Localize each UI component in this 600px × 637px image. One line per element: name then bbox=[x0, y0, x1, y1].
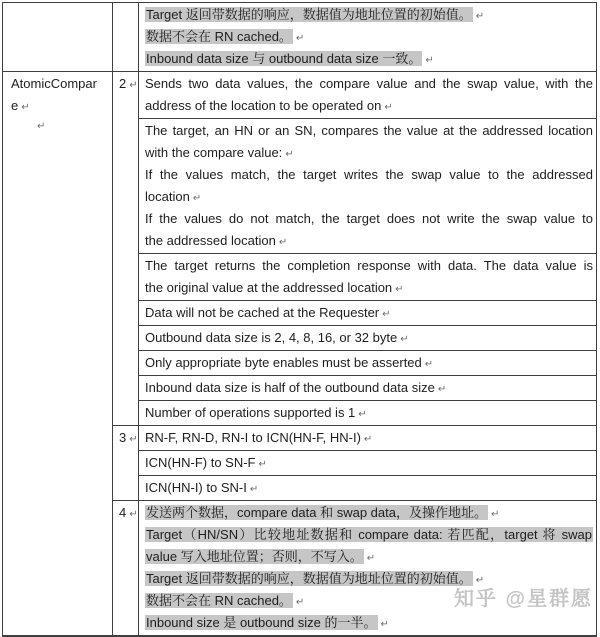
block-rows bbox=[139, 72, 596, 425]
table-row bbox=[139, 501, 596, 635]
pilcrow-mark: ↵ bbox=[384, 102, 393, 113]
highlighted-text: value 写入地址位置；否则，不写入。 bbox=[146, 549, 363, 564]
pilcrow-mark: ↵ bbox=[129, 80, 138, 91]
highlighted-text: Inbound size 是 outbound size 的一半。 bbox=[146, 615, 377, 630]
text-line bbox=[145, 48, 593, 70]
item-number: 3 ↵ bbox=[119, 430, 138, 445]
block-rows bbox=[139, 426, 596, 500]
operation-name-text-wrap: e ↵ bbox=[11, 98, 30, 113]
pilcrow-mark: ↵ bbox=[295, 33, 305, 44]
pilcrow-mark: ↵ bbox=[366, 553, 376, 564]
table-row bbox=[139, 400, 596, 425]
highlighted-text: Inbound data size 与 outbound data size 一致。 bbox=[146, 51, 422, 66]
table-row bbox=[139, 450, 596, 475]
pilcrow-mark: ↵ bbox=[424, 359, 434, 370]
highlighted-text: Target 返回带数据的响应，数据值为地址位置的初始值。 bbox=[146, 7, 472, 22]
highlighted-text: 数据不会在 RN cached。 bbox=[146, 593, 292, 608]
item-number-cell bbox=[113, 501, 139, 635]
pilcrow-mark: ↵ bbox=[380, 619, 389, 630]
text-line: with the compare value: ↵ bbox=[145, 145, 294, 160]
text-line: Sends two data values, the compare value and the swap value, with the bbox=[145, 76, 593, 91]
highlighted-text: 数据不会在 RN cached。 bbox=[146, 29, 292, 44]
pilcrow-mark: ↵ bbox=[437, 384, 447, 395]
text-line bbox=[145, 546, 593, 568]
text-line: Number of operations supported is 1 ↵ bbox=[145, 405, 367, 420]
text-line: address of the location to be operated on ↵ bbox=[145, 98, 393, 113]
pilcrow-mark: ↵ bbox=[400, 334, 409, 345]
item-number-cell bbox=[113, 426, 139, 500]
text-line bbox=[145, 524, 593, 546]
block-rows bbox=[139, 501, 596, 635]
numbered-block-3 bbox=[113, 425, 596, 500]
text-line: The target returns the completion response with data. The data value is bbox=[145, 258, 593, 273]
table-row bbox=[139, 118, 596, 253]
pilcrow-mark: ↵ bbox=[129, 434, 138, 445]
text-line bbox=[145, 502, 593, 524]
table-row bbox=[139, 72, 596, 118]
pilcrow-mark: ↵ bbox=[475, 575, 485, 586]
numbered-block-2 bbox=[113, 72, 596, 425]
description-blocks bbox=[113, 72, 596, 635]
item-number-cell-empty bbox=[113, 3, 139, 71]
pilcrow-mark: ↵ bbox=[475, 11, 485, 22]
table-row bbox=[139, 350, 596, 375]
item-number-cell bbox=[113, 72, 139, 425]
text-line: If the values do not match, the target does not write the swap value to bbox=[145, 211, 593, 226]
item-number: 2 ↵ bbox=[119, 76, 138, 91]
pilcrow-mark: ↵ bbox=[192, 193, 202, 204]
pilcrow-mark: ↵ bbox=[382, 309, 391, 320]
text-line: ICN(HN-F) to SN-F ↵ bbox=[145, 455, 267, 470]
table-row bbox=[139, 375, 596, 400]
description-cell bbox=[139, 3, 596, 71]
table-row bbox=[139, 475, 596, 500]
table-row bbox=[139, 325, 596, 350]
pilcrow-mark: ↵ bbox=[395, 284, 404, 295]
pilcrow-mark: ↵ bbox=[278, 237, 288, 248]
operation-name-cell bbox=[3, 72, 113, 635]
text-line: Outbound data size is 2, 4, 8, 16, or 32 byte ↵ bbox=[145, 330, 409, 345]
pilcrow-mark: ↵ bbox=[295, 597, 305, 608]
text-line: the original value at the addressed location ↵ bbox=[145, 280, 404, 295]
pilcrow-mark: ↵ bbox=[21, 102, 30, 113]
zhihu-watermark: 知乎 @星群愿 bbox=[453, 588, 593, 610]
pilcrow-mark: ↵ bbox=[425, 55, 434, 66]
text-line: location ↵ bbox=[145, 189, 202, 204]
pilcrow-mark: ↵ bbox=[490, 509, 500, 520]
spec-table bbox=[2, 2, 597, 637]
table-row bbox=[139, 300, 596, 325]
text-line bbox=[145, 4, 593, 26]
pilcrow-mark: ↵ bbox=[363, 434, 373, 445]
text-line: the addressed location ↵ bbox=[145, 233, 288, 248]
text-line: Inbound data size is half of the outbound data size ↵ bbox=[145, 380, 447, 395]
text-line: Data will not be cached at the Requester ↵ bbox=[145, 305, 391, 320]
text-line: If the values match, the target writes the swap value to the addressed bbox=[145, 167, 593, 182]
highlighted-text: Target（HN/SN）比较地址数据和 compare data: 若匹配，target 将 swap bbox=[146, 527, 592, 542]
numbered-block-4 bbox=[113, 500, 596, 635]
table-row-continued bbox=[3, 3, 596, 72]
operation-name-cell-empty bbox=[3, 3, 113, 71]
table-row bbox=[139, 426, 596, 450]
table-row bbox=[139, 253, 596, 300]
highlighted-text: Target 返回带数据的响应，数据值为地址位置的初始值。 bbox=[146, 571, 472, 586]
text-line: ICN(HN-I) to SN-I ↵ bbox=[145, 480, 259, 495]
pilcrow-mark: ↵ bbox=[258, 459, 267, 470]
pilcrow-mark: ↵ bbox=[249, 484, 259, 495]
pilcrow-mark: ↵ bbox=[285, 149, 294, 160]
text-line: The target, an HN or an SN, compares the value at the addressed location bbox=[145, 123, 593, 138]
operation-name-text: AtomicCompar bbox=[11, 76, 97, 91]
item-number: 4 ↵ bbox=[119, 505, 138, 520]
text-line bbox=[145, 612, 593, 634]
pilcrow-mark: ↵ bbox=[37, 121, 46, 132]
table-row-atomiccompare bbox=[3, 72, 596, 635]
pilcrow-mark: ↵ bbox=[358, 409, 367, 420]
text-line: Only appropriate byte enables must be asserted ↵ bbox=[145, 355, 434, 370]
text-line bbox=[145, 26, 593, 48]
pilcrow-mark: ↵ bbox=[129, 509, 138, 520]
text-line: RN-F, RN-D, RN-I to ICN(HN-F, HN-I) ↵ bbox=[145, 430, 373, 445]
highlighted-text: 发送两个数据，compare data 和 swap data，及操作地址。 bbox=[146, 505, 487, 520]
